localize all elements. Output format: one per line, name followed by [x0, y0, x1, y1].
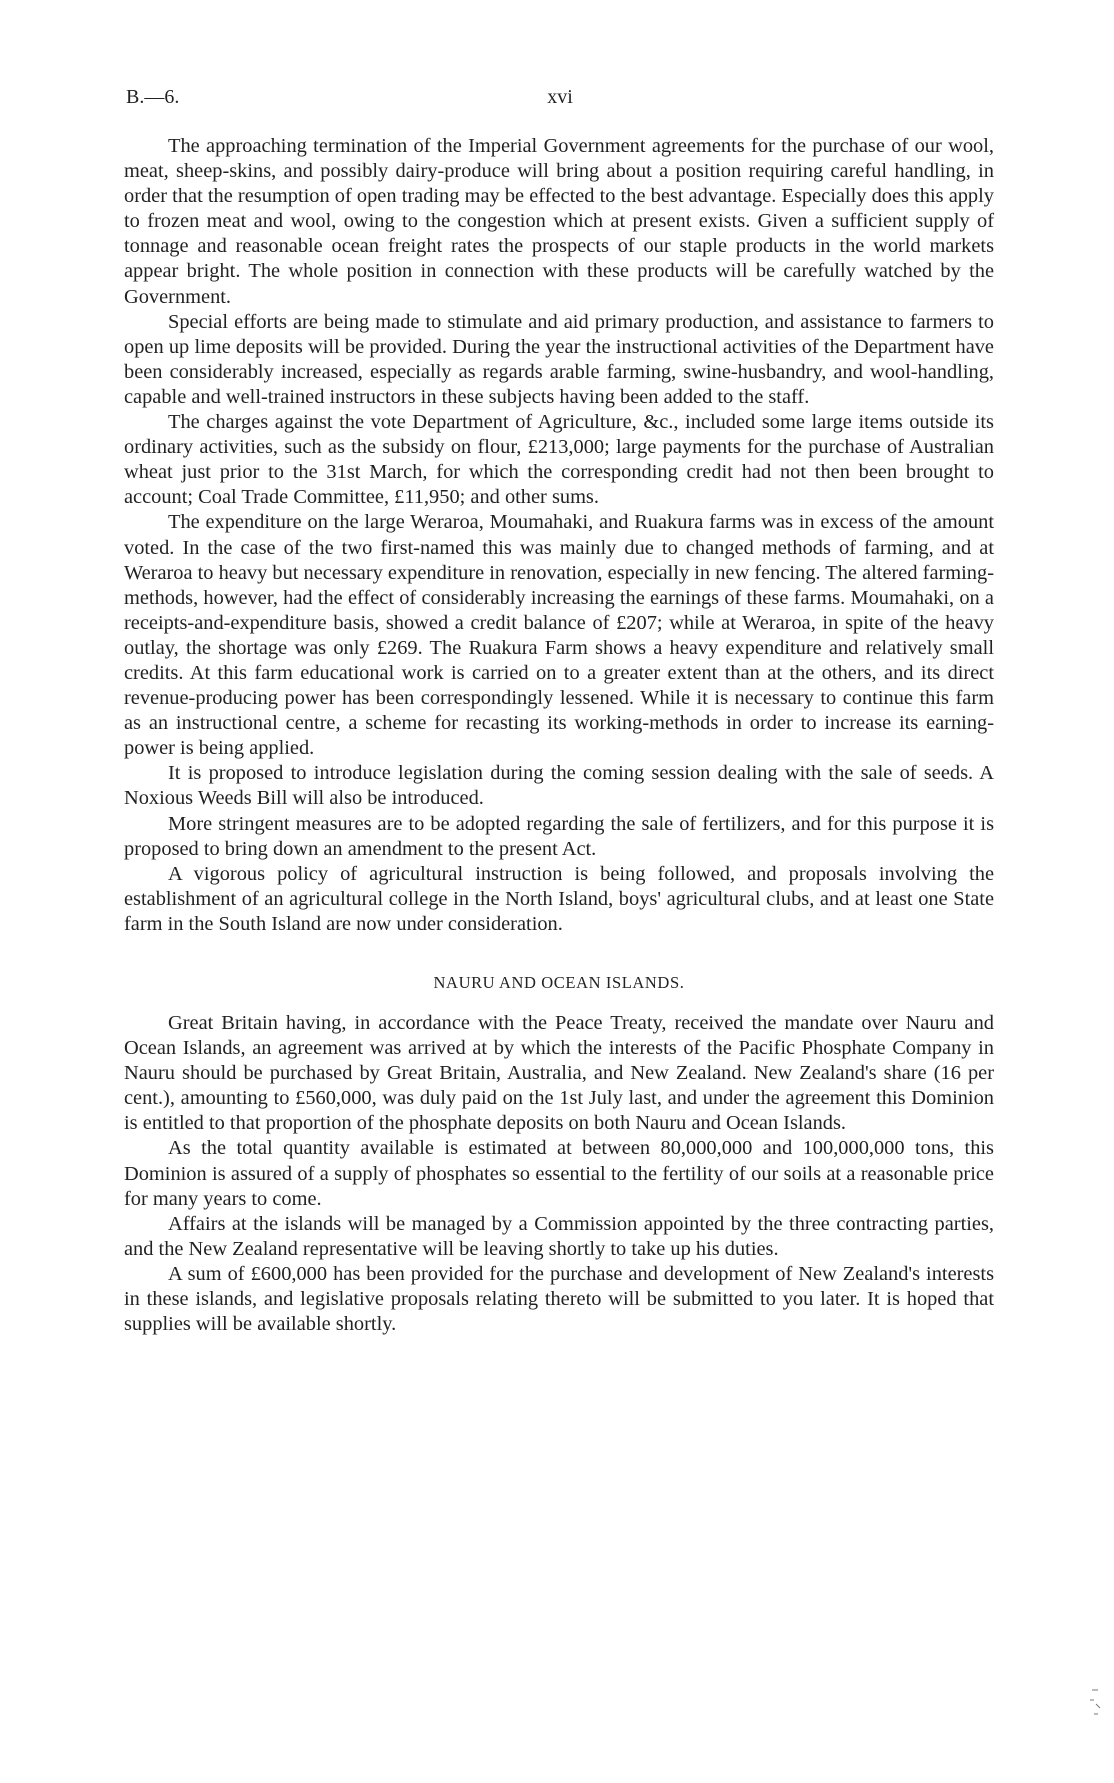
section-title-nauru: NAURU AND OCEAN ISLANDS. [433, 973, 685, 992]
paragraph-commission: Affairs at the islands will be managed by a Commission appointed by the three contracting parties, and the New Zealand representative will be leaving shortly to take up his duties. [124, 1212, 994, 1260]
page-number: xvi [547, 86, 573, 108]
scan-margin-mark [1088, 1688, 1102, 1718]
paragraph-vote-charges: The charges against the vote Department of Agriculture, &c., included some large items outside its ordinary activities, such as the subsidy on flour, £213,000; large payments for the purchase of Australian wheat just prior to the 31st March, for which the corresponding credit had not then been brought to account; Coal Trade Committee, £11,950; and other sums. [124, 411, 994, 509]
paragraph-farm-expenditure: The expenditure on the large Weraroa, Moumahaki, and Ruakura farms was in excess of the amount voted. In the case of the two first-named this was mainly due to changed methods of farming, and at Weraroa to heavy but necessary expenditure in renovation, especially in new fencing. The altered farming-methods, however, had the effect of considerably increasing the earnings of these farms. Moumahaki, on a receipts-and-expenditure basis, showed a credit balance of £207; while at Weraroa, in spite of the heavy outlay, the shortage was only £269. The Ruakura Farm shows a heavy expenditure and relatively small credits. At this farm educational work is carried on to a greater extent than at the others, and its direct revenue-producing power has been correspondingly lessened. While it is necessary to continue this farm as an instructional centre, a scheme for recasting its working-methods in order to increase its earning-power is being applied. [124, 511, 994, 760]
paragraph-fertilizers: More stringent measures are to be adopted regarding the sale of fertilizers, and for this purpose it is proposed to bring down an amendment to the present Act. [124, 812, 994, 860]
page-body [124, 134, 994, 1337]
paragraph-seeds-legislation: It is proposed to introduce legislation during the coming session dealing with the sale of seeds. A Noxious Weeds Bill will also be introduced. [124, 762, 994, 810]
paragraph-phosphate-quantity: As the total quantity available is estimated at between 80,000,000 and 100,000,000 tons, this Dominion is assured of a supply of phosphates so essential to the fertility of our soils at a reasonable price for many years to come. [124, 1137, 994, 1210]
paragraph-nauru-mandate: Great Britain having, in accordance with the Peace Treaty, received the mandate over Nauru and Ocean Islands, an agreement was arrived at by which the interests of the Pacific Phosphate Company in Nauru should be purchased by Great Britain, Australia, and New Zealand. New Zealand's share (16 per cent.), amounting to £560,000, was duly paid on the 1st July last, and under the agreement this Dominion is entitled to that proportion of the phosphate deposits on both Nauru and Ocean Islands. [124, 1012, 994, 1135]
paragraph-sum-provided: A sum of £600,000 has been provided for the purchase and development of New Zealand's interests in these islands, and legislative proposals relating thereto will be submitted to you later. It is hoped that supplies will be available shortly. [124, 1262, 994, 1336]
paragraph-wool-meat-agreements: The approaching termination of the Imperial Government agreements for the purchase of our wool, meat, sheep-skins, and possibly dairy-produce will bring about a position requiring careful handling, in order that the resumption of open trading may be effected to the best advantage. Especially does this apply to frozen meat and wool, owing to the congestion which at present exists. Given a sufficient supply of tonnage and reasonable ocean freight rates the prospects of our staple products in the world markets appear bright. The whole position in connection with these products will be carefully watched by the Government. [124, 135, 994, 308]
paragraph-primary-production: Special efforts are being made to stimulate and aid primary production, and assistance to farmers to open up lime deposits will be provided. During the year the instructional activities of the Department have been considerably increased, especially as regards arable farming, swine-husbandry, and wool-handling, capable and well-trained instructors in these subjects having been added to the staff. [124, 310, 994, 408]
paragraph-agricultural-instruction: A vigorous policy of agricultural instruction is being followed, and proposals involving the establishment of an agricultural college in the North Island, boys' agricultural clubs, and at least one State farm in the South Island are now under consideration. [124, 862, 994, 935]
page-header [126, 86, 994, 116]
document-reference: B.—6. [126, 86, 180, 108]
margin-tick-marks [1088, 1688, 1102, 1718]
